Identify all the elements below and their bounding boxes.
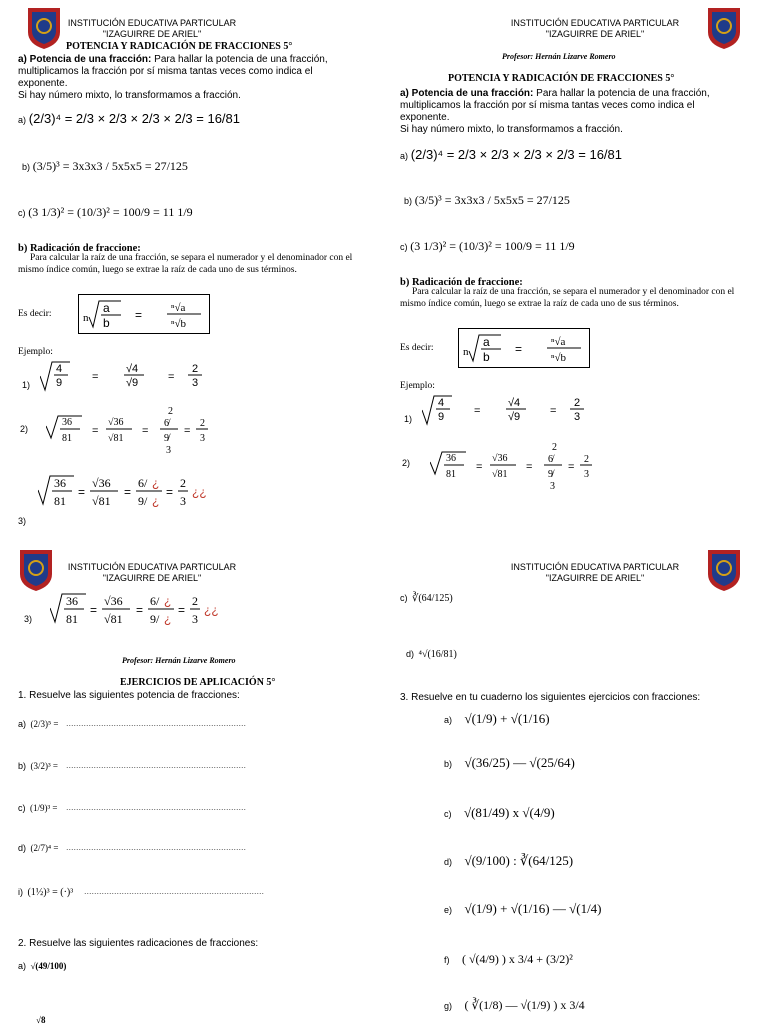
formula: (3/5)³ = 3x3x3 / 5x5x5 = 27/125 [414,193,570,207]
item-label: c) [18,803,26,813]
label: a) [18,115,27,125]
svg-text:ⁿ√a: ⁿ√a [171,302,186,314]
svg-text:2: 2 [192,594,198,608]
lesson-title: POTENCIA Y RADICACIÓN DE FRACCIONES 5° [448,73,675,84]
svg-text:9: 9 [56,377,63,389]
item-label: f) [444,955,450,965]
svg-text:2: 2 [574,397,581,409]
svg-text:2: 2 [168,406,173,417]
label: 2) [402,458,411,468]
item-label: b) [444,759,453,769]
svg-text:¿: ¿ [164,594,172,608]
svg-text:=: = [184,425,191,437]
section-a-heading: a) Potencia de una fracción: [18,54,152,65]
school-name: INSTITUCIÓN EDUCATIVA PARTICULAR [510,18,680,28]
formula: (3 1/3)² = (10/3)² = 100/9 = 11 1/9 [28,205,193,219]
svg-text:n: n [83,312,89,324]
ejemplo-label: Ejemplo: [400,381,435,391]
svg-text:=: = [474,405,481,417]
item-label: c) [444,809,452,819]
heading-text: b) Radicación de fraccione: [400,277,523,288]
list-item: e) √(1/9) + √(1/16) — √(1/4) [444,901,602,916]
svg-text:=: = [166,485,174,499]
label: a) [400,151,409,161]
svg-text:=: = [92,425,99,437]
answer-line: ........................................................................ [66,842,247,852]
svg-text:√81: √81 [108,433,124,444]
root-rule-formula [79,295,209,333]
q1-list [18,706,378,906]
school-emblem-icon [706,548,742,592]
section-a-heading: a) Potencia de una fracción: [400,88,534,99]
school-header [500,562,690,584]
svg-text:36: 36 [446,453,456,464]
svg-text:3: 3 [574,411,581,423]
example-root-2 [400,440,610,496]
svg-text:¿: ¿ [152,494,160,508]
item-label: d) [18,843,27,853]
item-label: g) [444,1001,453,1011]
svg-text:9̸: 9̸ [548,469,553,480]
teacher-name: Profesor: Hernán Lizarve Romero [502,52,616,61]
school-header [60,18,244,40]
svg-text:3: 3 [166,445,171,456]
svg-text:¿¿: ¿¿ [192,485,207,499]
svg-text:√36: √36 [104,594,123,608]
svg-text:9/: 9/ [138,494,148,508]
label: c) [400,242,408,252]
label: b) [22,162,31,172]
school-sub: "IZAGUIRRE DE ARIEL" [102,573,202,583]
school-sub: "IZAGUIRRE DE ARIEL" [545,573,645,583]
svg-text:=: = [515,342,523,356]
item-label: c) [400,593,408,603]
question-1: 1. Resuelve las siguientes potencia de fracciones: [18,690,240,701]
formula-svg [46,404,226,460]
svg-text:=: = [476,461,483,473]
svg-text:4: 4 [438,397,445,409]
item-label: a) [18,719,27,729]
svg-text:2: 2 [584,454,589,465]
list-item: g) ( ∛(1/8) — √(1/9) ) x 3/4 [444,998,585,1012]
q2-item-a: a) √(49/100) [18,961,67,971]
svg-text:=: = [550,405,557,417]
school-sub: "IZAGUIRRE DE ARIEL" [102,29,202,39]
svg-text:=: = [168,371,175,383]
section-a-text: Para hallar la potencia de una fracción, multiplicamos la fracción por sí misma tantas veces como indica el exponente. [18,54,328,89]
q2-item-d: d) ⁴√(16/81) [406,649,457,660]
svg-text:9: 9 [438,411,445,423]
svg-text:b: b [103,316,110,330]
example-c [18,206,193,220]
q2-item-c: c) ∛(64/125) [400,593,453,604]
svg-text:81: 81 [62,433,72,444]
svg-text:¿: ¿ [152,476,160,490]
root-rule-box [78,294,210,334]
section-a-intro [400,88,745,136]
section-b-text: Para calcular la raíz de una fracción, se separa el numerador y el denominador con el mismo índice común, luego se extrae la raíz de cada uno de sus términos. [18,253,353,275]
svg-text:√81: √81 [492,469,508,480]
list-item: b) √(36/25) — √(25/64) [444,755,575,770]
item-label: d) [406,649,415,659]
svg-text:¿¿: ¿¿ [204,603,219,617]
example-root-1 [20,358,220,398]
lesson-title: POTENCIA Y RADICACIÓN DE FRACCIONES 5° [66,41,293,52]
svg-text:=: = [568,461,575,473]
example-a [18,112,240,127]
svg-text:2: 2 [192,363,199,375]
label: 1) [22,380,31,390]
svg-text:√36: √36 [108,417,124,428]
list-item: a) √(1/9) + √(1/16) [444,711,550,726]
formula-svg [422,392,612,430]
school-name: INSTITUCIÓN EDUCATIVA PARTICULAR [67,18,237,28]
section-a-text: Para hallar la potencia de una fracción, multiplicamos la fracción por sí misma tantas veces como indica el exponente. [400,88,710,123]
svg-text:6/: 6/ [150,594,160,608]
example-c [400,240,575,254]
formula-svg [40,358,230,396]
svg-text:√4: √4 [508,397,521,409]
svg-text:√9: √9 [126,377,139,389]
school-header [500,18,690,40]
example-root-3 [20,586,240,630]
es-decir-label: Es decir: [18,309,52,319]
answer-line: ........................................................................ [84,886,265,896]
school-name: INSTITUCIÓN EDUCATIVA PARTICULAR [510,562,680,572]
svg-text:9/: 9/ [150,612,160,626]
svg-text:a: a [483,335,490,349]
svg-text:81: 81 [446,469,456,480]
list-item: d) √(9/100) : ∛(64/125) [444,853,574,868]
svg-text:3: 3 [192,612,198,626]
item-label: a) [18,961,27,971]
svg-text:=: = [90,603,98,617]
svg-text:n: n [463,346,469,358]
label-3: 3) [18,516,27,526]
ejemplo-label: Ejemplo: [18,347,53,357]
formula-svg [50,586,240,630]
svg-text:b: b [483,350,490,364]
section-b-text: Para calcular la raíz de una fracción, se separa el numerador y el denominador con el mismo índice común, luego se extrae la raíz de cada uno de sus términos. [400,287,735,309]
formula: (2/3)⁴ = 2/3 × 2/3 × 2/3 × 2/3 = 16/81 [410,147,623,162]
item-label: e) [444,905,453,915]
list-item: a) (2/3)⁵ = ........................................................................ [18,718,247,729]
svg-text:3: 3 [584,469,589,480]
list-item: b) (3/2)³ = ........................................................................ [18,760,247,771]
svg-text:36: 36 [66,594,78,608]
svg-text:4: 4 [56,363,63,375]
list-item: d) (2/7)⁴ = ........................................................................ [18,842,247,853]
q3-list [444,704,744,1024]
q2-item-b: √8 [36,1015,46,1025]
exercises-title: EJERCICIOS DE APLICACIÓN 5° [120,677,276,688]
example-b [404,194,570,208]
school-emblem-icon [706,6,742,50]
svg-text:√81: √81 [92,494,111,508]
list-item: c) (1/9)³ = ........................................................................ [18,802,247,813]
svg-text:=: = [142,425,149,437]
item-label: i) [18,887,23,897]
example-b [22,160,188,174]
svg-text:6/: 6/ [138,476,148,490]
item-label: b) [18,761,27,771]
svg-text:3: 3 [192,377,199,389]
section-a-text2: Si hay número mixto, lo transformamos a fracción. [18,90,241,101]
svg-text:2: 2 [552,442,557,453]
school-header [60,562,244,584]
item-label: d) [444,857,453,867]
svg-text:√9: √9 [508,411,521,423]
school-emblem-icon [26,6,62,50]
label: 2) [20,424,29,434]
svg-text:ⁿ√b: ⁿ√b [551,352,567,364]
example-root-1 [402,392,602,432]
es-decir-label: Es decir: [400,343,434,353]
svg-text:=: = [92,371,99,383]
svg-text:ⁿ√b: ⁿ√b [171,318,187,330]
svg-text:=: = [136,603,144,617]
question-2: 2. Resuelve las siguientes radicaciones de fracciones: [18,938,259,949]
example-root-3 [38,468,238,512]
teacher-name: Profesor: Hernán Lizarve Romero [122,656,236,665]
list-item: f) ( √(4/9) ) x 3/4 + (3/2)² [444,952,573,966]
svg-text:9̸: 9̸ [164,433,169,444]
svg-text:81: 81 [54,494,66,508]
svg-text:=: = [135,308,143,322]
answer-line: ........................................................................ [66,802,247,812]
svg-text:2: 2 [180,476,186,490]
formula: (3/5)³ = 3x3x3 / 5x5x5 = 27/125 [32,159,188,173]
svg-text:ⁿ√a: ⁿ√a [551,336,566,348]
svg-text:=: = [124,485,132,499]
label: 3) [24,614,33,624]
svg-text:3: 3 [200,433,205,444]
svg-text:2: 2 [200,418,205,429]
svg-text:√81: √81 [104,612,123,626]
label: 1) [404,414,413,424]
svg-text:36: 36 [62,417,72,428]
svg-text:√36: √36 [92,476,111,490]
section-a-intro [18,54,363,102]
svg-text:3: 3 [550,481,555,492]
heading-text: b) Radicación de fraccione: [18,243,141,254]
formula: (2/3)⁴ = 2/3 × 2/3 × 2/3 × 2/3 = 16/81 [28,111,241,126]
svg-text:6̸: 6̸ [548,454,553,465]
school-sub: "IZAGUIRRE DE ARIEL" [545,29,645,39]
label: c) [18,208,26,218]
svg-text:¿: ¿ [164,612,172,626]
answer-line: ........................................................................ [66,718,247,728]
svg-text:a: a [103,301,110,315]
svg-text:√4: √4 [126,363,139,375]
formula-svg [38,468,228,512]
list-item: c) √(81/49) x √(4/9) [444,805,555,820]
answer-line: ........................................................................ [66,760,247,770]
svg-text:6̸: 6̸ [164,418,169,429]
label: b) [404,196,413,206]
svg-text:3: 3 [180,494,186,508]
item-label: a) [444,715,453,725]
svg-text:=: = [178,603,186,617]
formula-svg [430,440,610,496]
svg-text:=: = [526,461,533,473]
root-rule-box [458,328,590,368]
svg-text:81: 81 [66,612,78,626]
svg-text:36: 36 [54,476,66,490]
section-a-text2: Si hay número mixto, lo transformamos a fracción. [400,124,623,135]
school-name: INSTITUCIÓN EDUCATIVA PARTICULAR [67,562,237,572]
example-a [400,148,622,163]
list-item: i) (1½)³ = (·)³ ........................................................................ [18,886,265,898]
example-root-2 [18,404,228,460]
svg-text:√36: √36 [492,453,508,464]
question-3: 3. Resuelve en tu cuaderno los siguientes ejercicios con fracciones: [400,692,701,703]
root-rule-formula [459,329,589,367]
formula: (3 1/3)² = (10/3)² = 100/9 = 11 1/9 [410,239,575,253]
svg-text:=: = [78,485,86,499]
